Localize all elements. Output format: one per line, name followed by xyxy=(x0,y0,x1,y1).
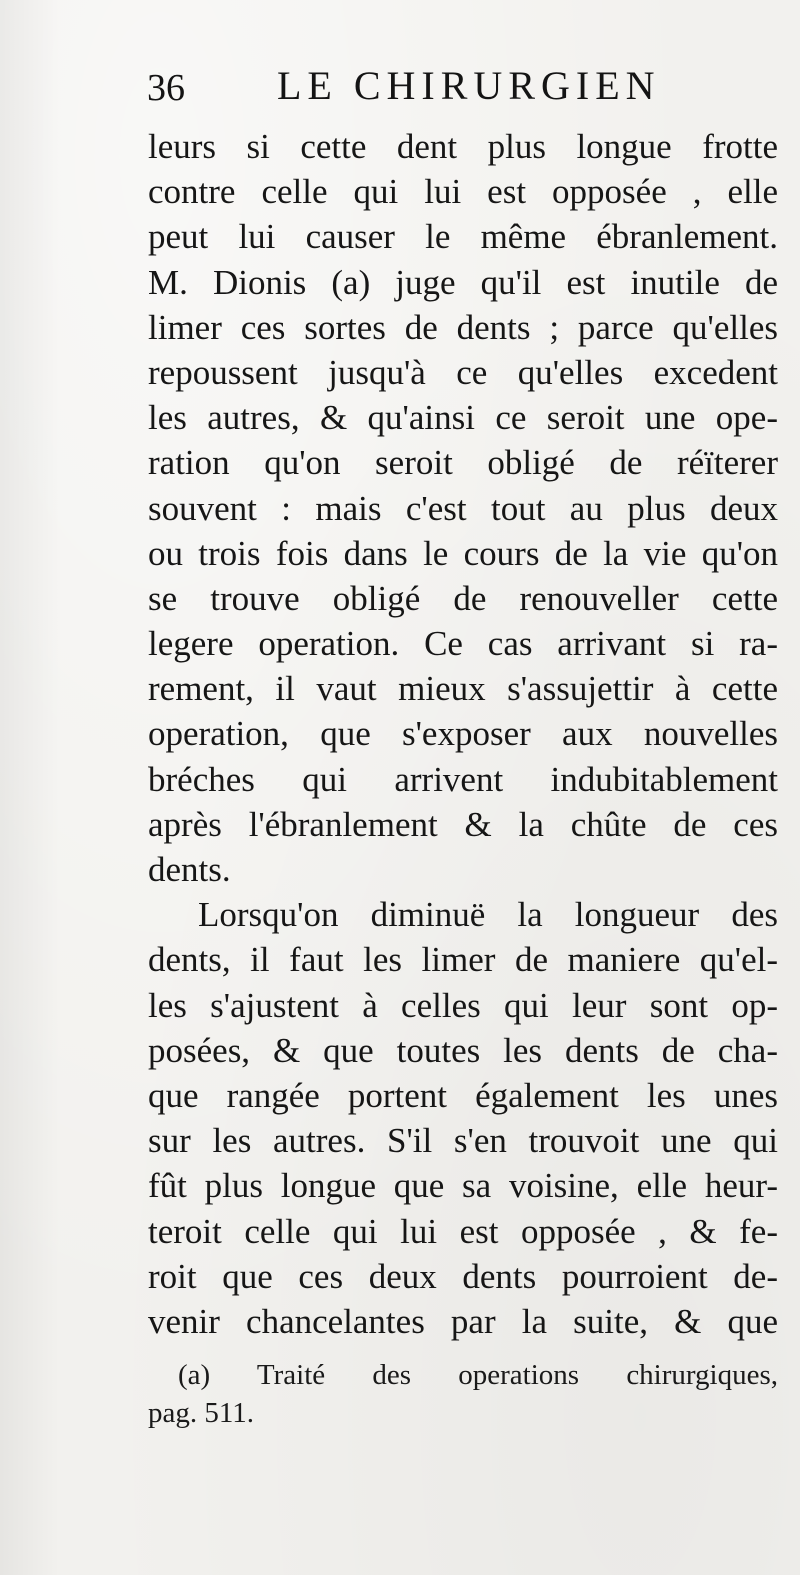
text-line: ration qu'on seroit obligé de réïterer xyxy=(148,443,778,483)
text-line: M. Dionis (a) juge qu'il est inutile de xyxy=(148,262,778,302)
text-line: après l'ébranlement & la chûte de ces xyxy=(148,804,778,844)
text-line: bréches qui arrivent indubitablement xyxy=(148,759,778,799)
footnote-line: (a) Traité des operations chirurgiques, xyxy=(178,1359,778,1391)
text-line: souvent : mais c'est tout au plus deux xyxy=(148,488,778,528)
text-line: ou trois fois dans le cours de la vie qu'on xyxy=(148,533,778,573)
text-line: roit que ces deux dents pourroient de- xyxy=(148,1256,778,1296)
text-line: fût plus longue que sa voisine, elle heur- xyxy=(148,1166,778,1206)
paragraph-first-line: Lorsqu'on diminuë la longueur des xyxy=(198,895,778,935)
text-line: operation, que s'exposer aux nouvelles xyxy=(148,714,778,754)
text-line: contre celle qui lui est opposée , elle xyxy=(148,172,778,212)
body-text xyxy=(148,124,778,1344)
text-line: limer ces sortes de dents ; parce qu'elles xyxy=(148,307,778,347)
text-line: les s'ajustent à celles qui leur sont op- xyxy=(148,985,778,1025)
page-header xyxy=(147,62,767,118)
text-line: se trouve obligé de renouveller cette xyxy=(148,578,778,618)
text-line: repoussent jusqu'à ce qu'elles excedent xyxy=(148,352,778,392)
page-number: 36 xyxy=(147,67,185,109)
text-line: dents. xyxy=(148,850,231,889)
text-line: que rangée portent également les unes xyxy=(148,1075,778,1115)
text-line: leurs si cette dent plus longue frotte xyxy=(148,127,778,166)
running-title: LE CHIRURGIEN xyxy=(277,63,661,108)
text-line: venir chancelantes par la suite, & que xyxy=(148,1301,778,1341)
text-line: peut lui causer le même ébranlement. xyxy=(148,217,778,257)
text-line: posées, & que toutes les dents de cha- xyxy=(148,1030,778,1070)
footnote xyxy=(148,1356,778,1432)
text-line: teroit celle qui lui est opposée , & fe- xyxy=(148,1211,778,1251)
text-line: rement, il vaut mieux s'assujettir à cette xyxy=(148,669,778,709)
text-line: les autres, & qu'ainsi ce seroit une ope- xyxy=(148,398,778,438)
text-line: sur les autres. S'il s'en trouvoit une qui xyxy=(148,1121,778,1161)
text-line: dents, il faut les limer de maniere qu'el- xyxy=(148,940,778,980)
footnote-line: pag. 511. xyxy=(148,1397,255,1429)
text-line: legere operation. Ce cas arrivant si ra- xyxy=(148,624,778,664)
